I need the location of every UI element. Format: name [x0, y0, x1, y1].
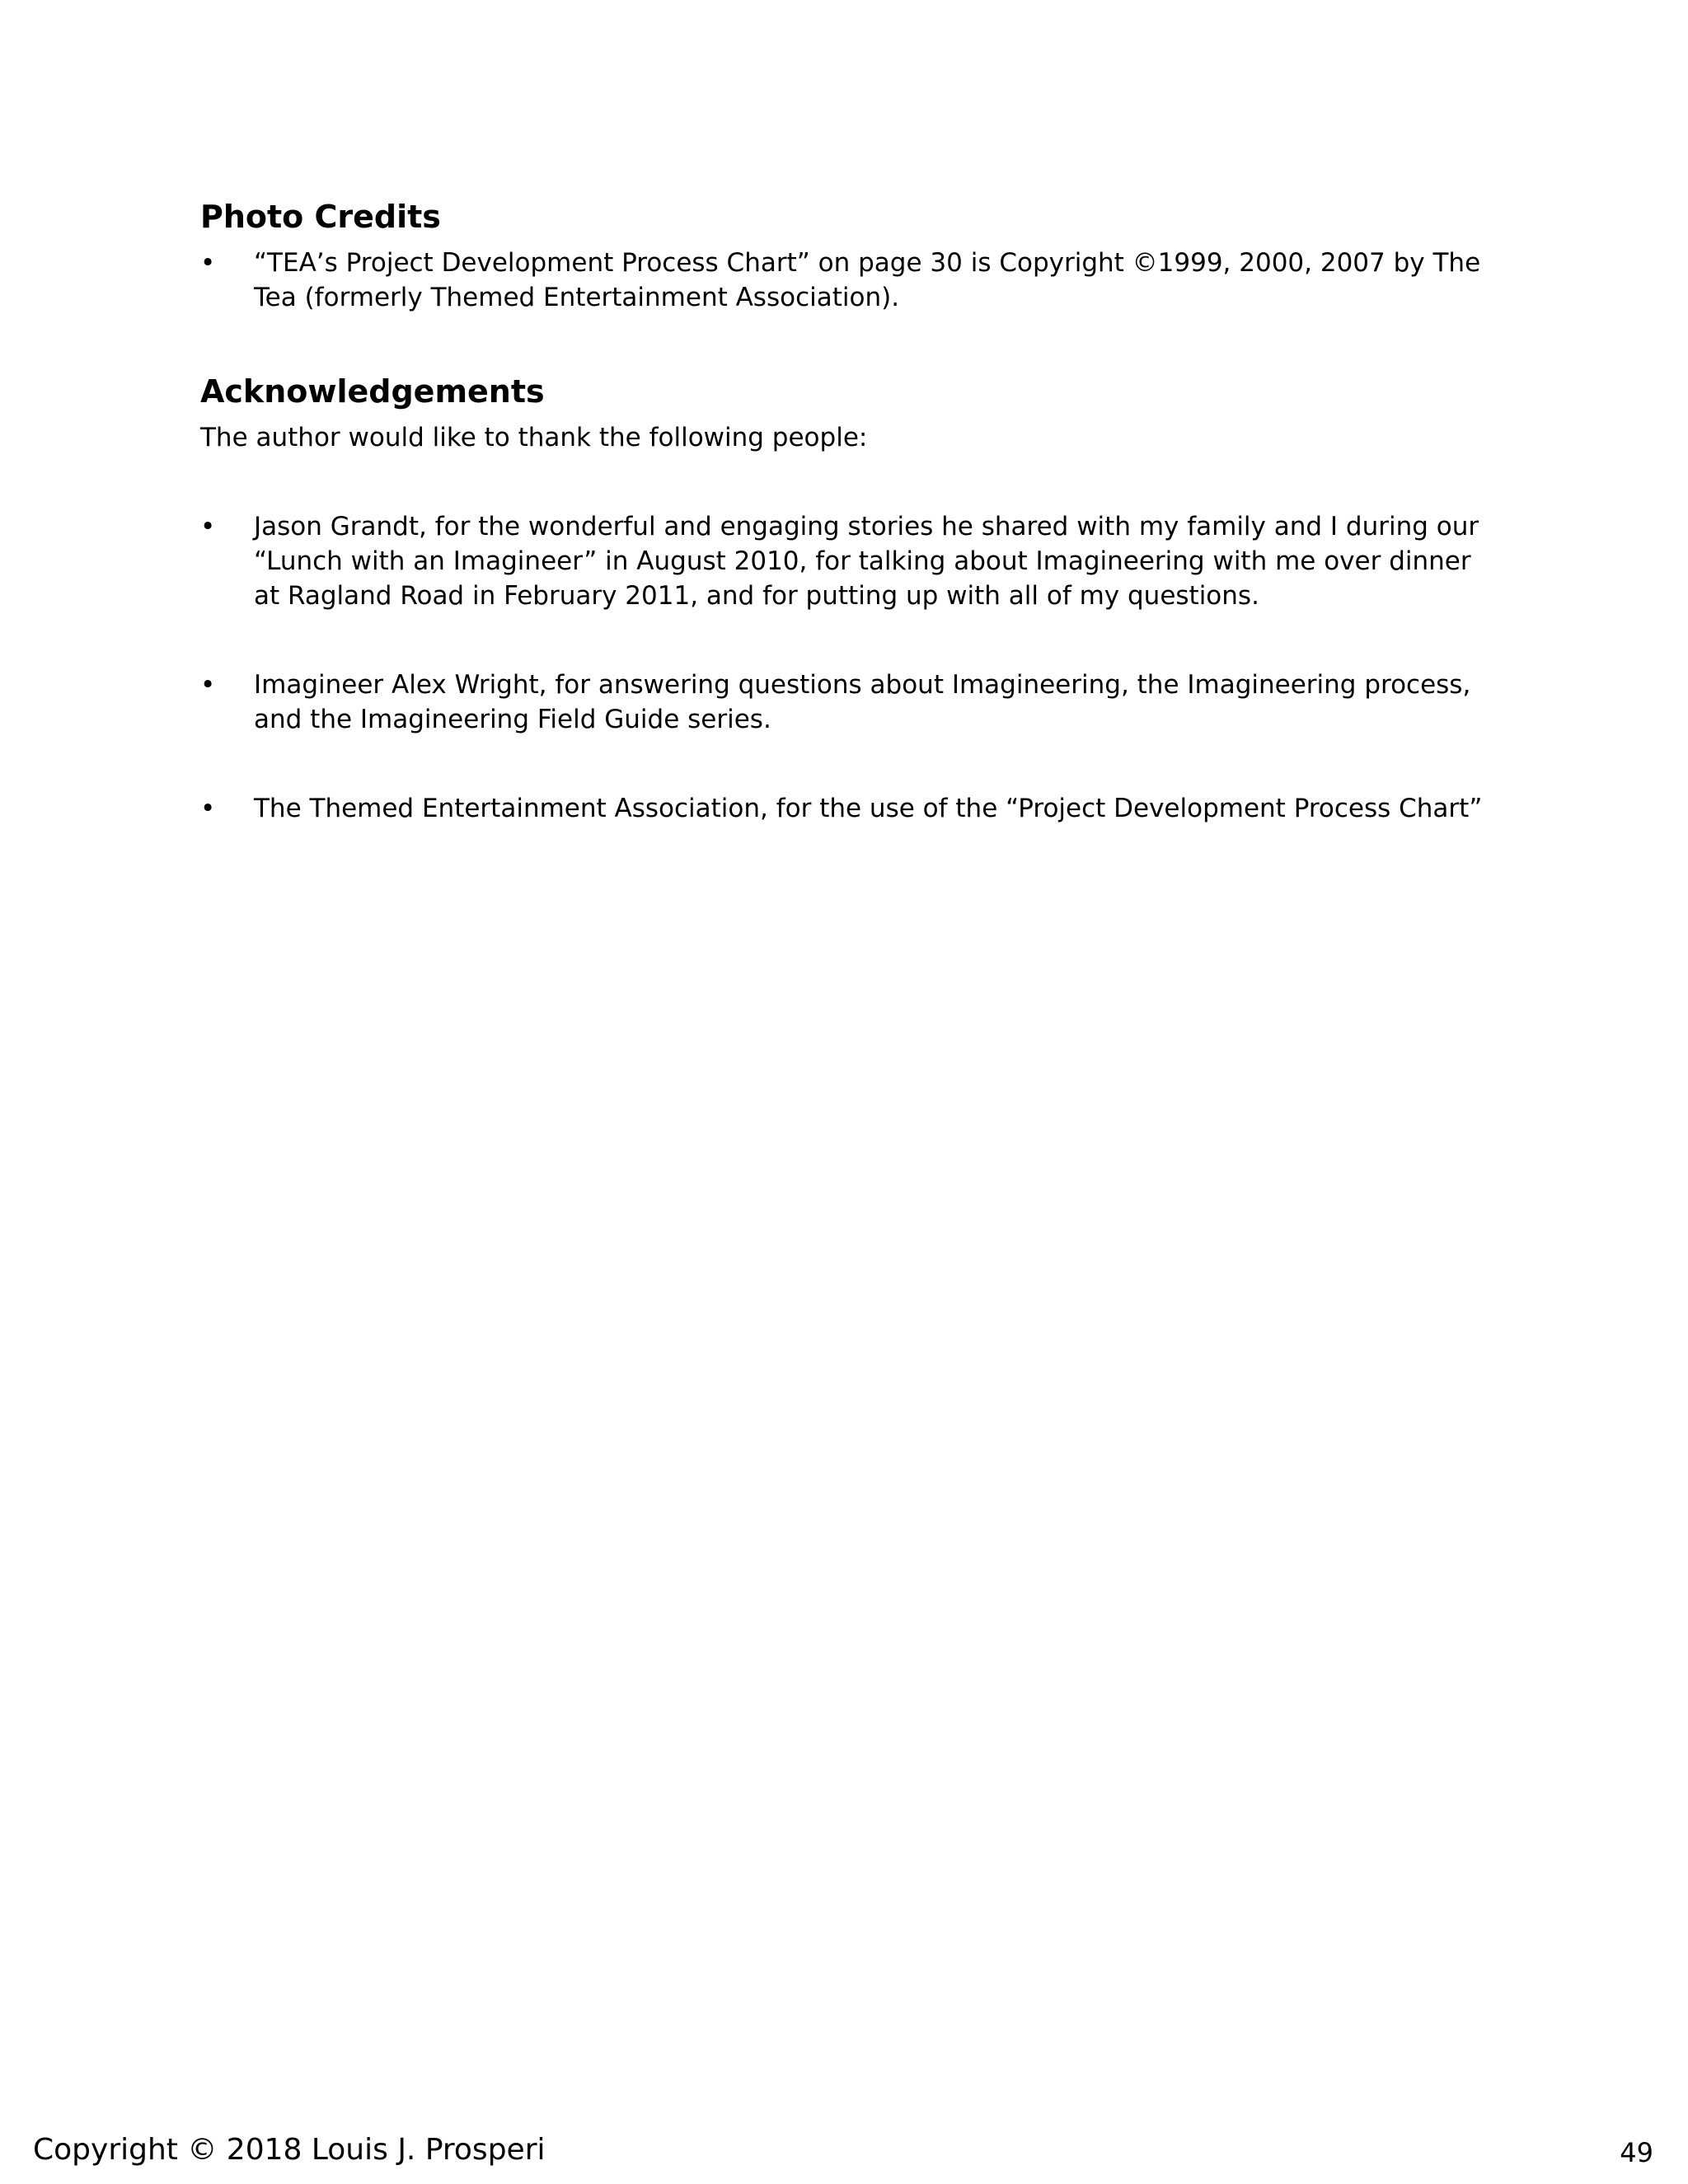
acknowledgements-intro: The author would like to thank the following people: [200, 423, 868, 452]
photo-credits-heading: Photo Credits [200, 199, 441, 235]
list-item [200, 246, 1503, 315]
bullet-icon: • [200, 248, 216, 278]
list-item [200, 791, 1503, 826]
bullet-icon: • [200, 794, 216, 823]
list-item [200, 668, 1503, 737]
bullet-icon: • [200, 670, 216, 700]
page-content [200, 198, 1503, 826]
list-item-text: “TEA’s Project Development Process Chart” on page 30 is Copyright ©1999, 2000, 2007 by The Tea (formerly Themed Entertainment Association). [254, 248, 1481, 312]
acknowledgements-heading: Acknowledgements [200, 373, 545, 410]
list-item-text: Imagineer Alex Wright, for answering questions about Imagineering, the Imagineering process, and the Imagineering Field Guide series. [254, 670, 1471, 734]
list-item-text: The Themed Entertainment Association, for the use of the “Project Development Process Chart” [254, 794, 1483, 823]
bullet-icon: • [200, 512, 216, 541]
acknowledgements-list [200, 509, 1503, 826]
list-item [200, 509, 1503, 613]
footer-copyright: Copyright © 2018 Louis J. Prosperi [33, 2133, 546, 2167]
photo-credits-list [200, 246, 1503, 315]
page-number: 49 [1620, 2137, 1653, 2168]
list-item-text: Jason Grandt, for the wonderful and engaging stories he shared with my family and I during our “Lunch with an Imagineer” in August 2010, for talking about Imagineering with me over dinner at Ragland Road in February 2011, and for putting up with all of my questions. [254, 512, 1479, 611]
